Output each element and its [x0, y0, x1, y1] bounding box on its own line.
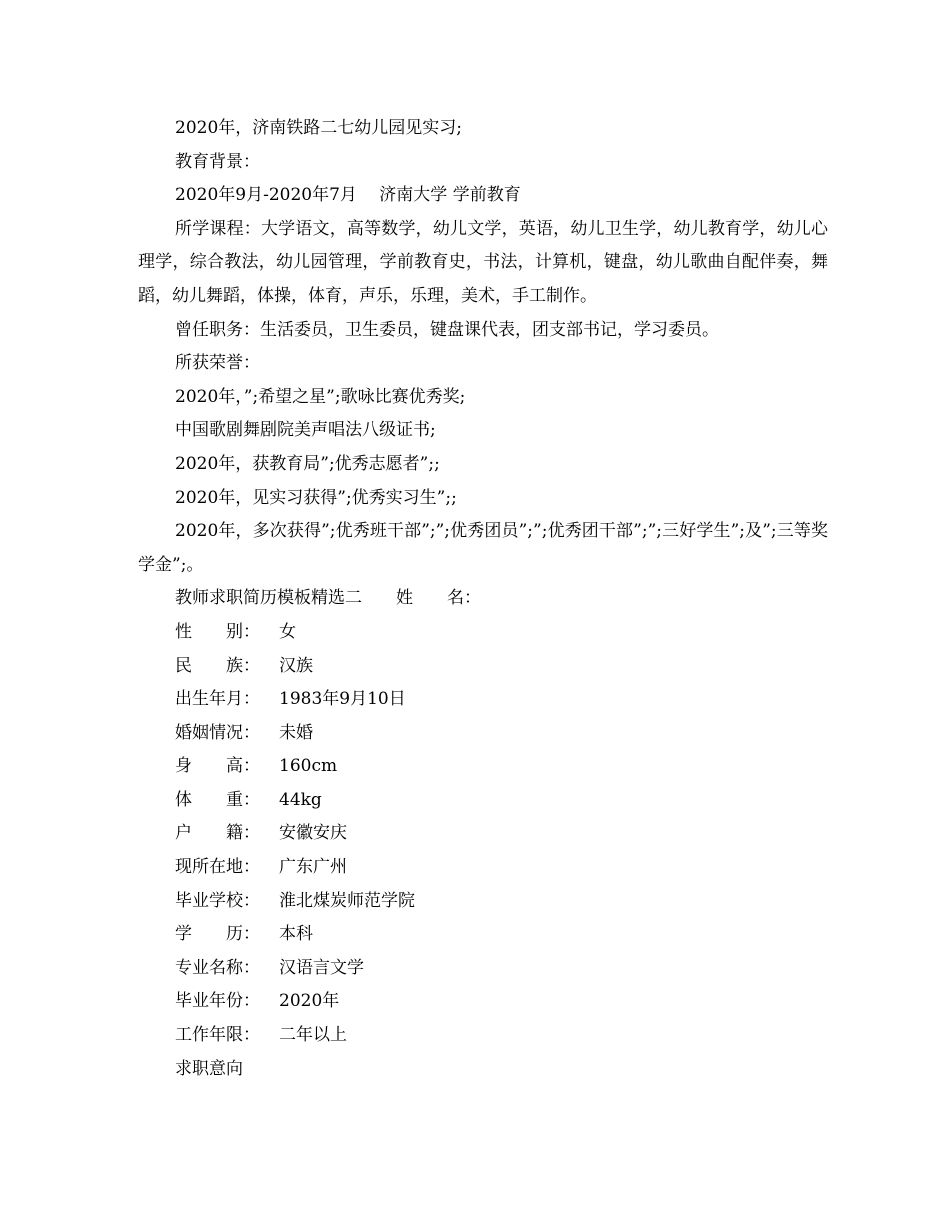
field-label: 性 别：: [175, 621, 260, 642]
honor-item: 2020年，获教育局”;优秀志愿者”;;: [175, 453, 440, 474]
field-value: 未婚: [279, 722, 313, 743]
field-value: 汉语言文学: [279, 957, 364, 978]
field-value: 女: [279, 621, 296, 642]
field-value: 广东广州: [279, 857, 347, 878]
field-value: 安徽安庆: [279, 823, 347, 844]
field-height: [138, 750, 828, 784]
honor-item: 2020年，见实习获得”;优秀实习生”;;: [175, 487, 457, 508]
honors-heading: 所获荣誉：: [175, 353, 260, 374]
internship-line: 2020年，济南铁路二七幼儿园见实习;: [175, 118, 462, 138]
positions-line: 曾任职务：生活委员，卫生委员，键盘课代表，团支部书记，学习委员。: [175, 319, 719, 340]
field-label: 毕业学校：: [175, 890, 260, 911]
field-value: 淮北煤炭师范学院: [279, 890, 415, 911]
field-graduation-school: [138, 885, 828, 919]
field-label: 身 高：: [175, 756, 260, 777]
field-label: 学 历：: [175, 924, 260, 945]
field-major: [138, 952, 828, 986]
field-label: 婚姻情况：: [175, 722, 260, 743]
honor-item-last: 2020年，多次获得”;优秀班干部”;”;优秀团员”;”;优秀团干部”;”;三好学生”;及”;三等奖学金”;。: [138, 521, 828, 575]
field-ethnicity: [138, 650, 828, 684]
field-birth-date: [138, 683, 828, 717]
field-work-years: [138, 1019, 828, 1053]
field-label: 现所在地：: [175, 857, 260, 878]
field-value: 本科: [279, 924, 313, 945]
field-current-location: [138, 851, 828, 885]
field-label: 户 籍：: [175, 823, 260, 844]
field-marital-status: [138, 717, 828, 751]
field-value: 二年以上: [279, 1025, 347, 1046]
education-heading: 教育背景：: [175, 151, 260, 172]
template-two-title: 教师求职简历模板精选二 姓 名：: [175, 588, 481, 609]
education-entry: 2020年9月-2020年7月 济南大学 学前教育: [175, 185, 521, 206]
field-label: 毕业年份：: [175, 991, 260, 1012]
field-value: 1983年9月10日: [279, 689, 406, 710]
field-value: 44kg: [279, 789, 322, 810]
field-weight: [138, 784, 828, 818]
field-graduation-year: [138, 985, 828, 1019]
field-label: 专业名称：: [175, 957, 260, 978]
field-household-registration: [138, 817, 828, 851]
honor-item: 2020年，”;希望之星”;歌咏比赛优秀奖;: [175, 386, 466, 407]
field-value: 2020年: [279, 991, 340, 1012]
field-education-level: [138, 918, 828, 952]
field-value: 汉族: [279, 655, 313, 676]
field-label: 工作年限：: [175, 1025, 260, 1046]
field-label: 出生年月：: [175, 689, 260, 710]
field-label: 体 重：: [175, 789, 260, 810]
honor-item: 中国歌剧舞剧院美声唱法八级证书;: [175, 420, 436, 441]
field-value: 160cm: [279, 756, 338, 777]
document-body: [138, 112, 828, 1086]
field-label: 民 族：: [175, 655, 260, 676]
courses-paragraph: 所学课程：大学语文，高等数学，幼儿文学，英语，幼儿卫生学，幼儿教育学，幼儿心理学，综合教法，幼儿园管理，学前教育史，书法，计算机，键盘，幼儿歌曲自配伴奏，舞蹈，幼儿舞蹈，体操，体育，声乐，乐理，美术，手工制作。: [138, 218, 828, 306]
job-intent-heading: 求职意向: [175, 1058, 243, 1079]
field-gender: [138, 616, 828, 650]
